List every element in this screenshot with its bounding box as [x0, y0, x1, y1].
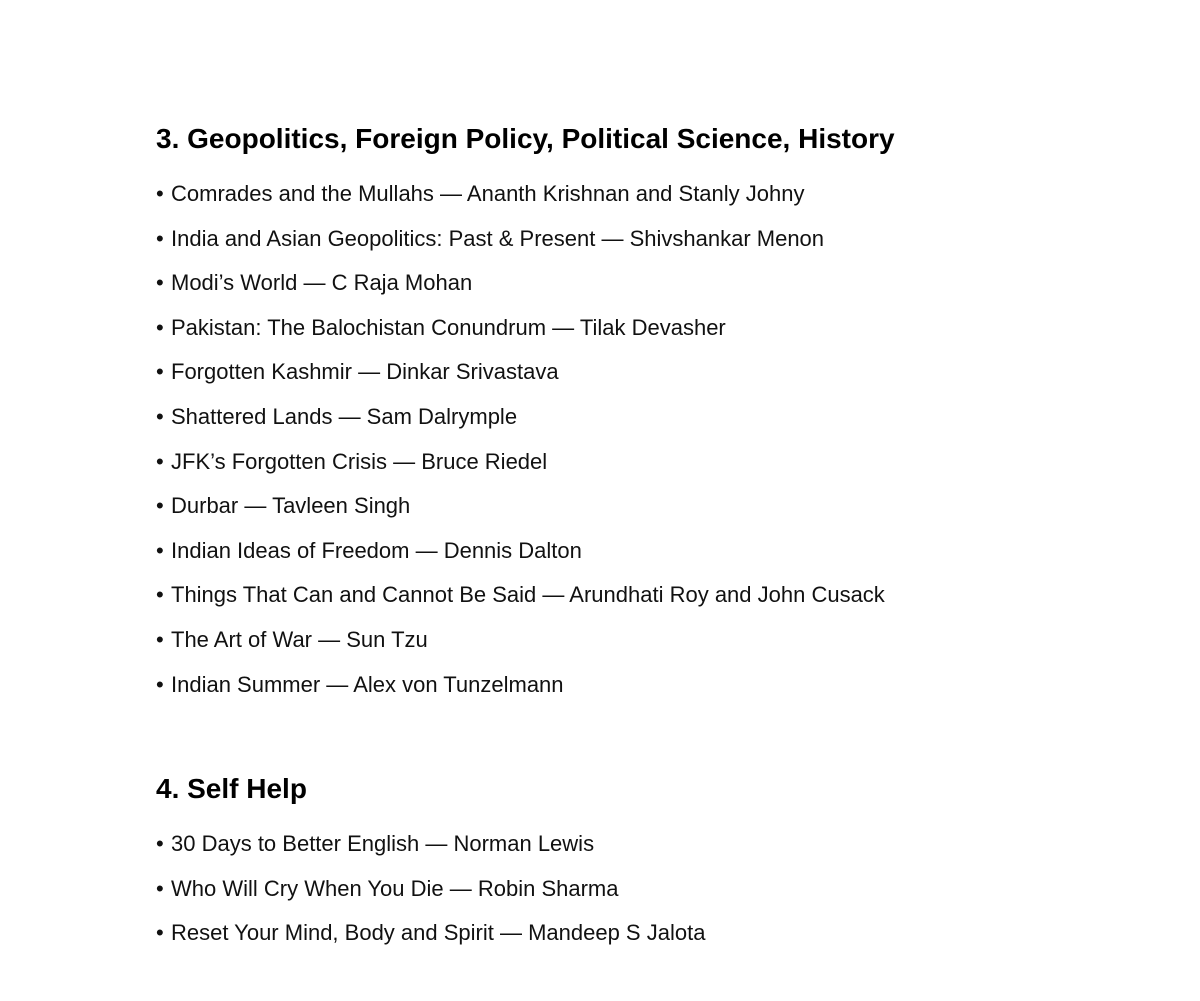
bullet: •	[156, 671, 164, 697]
list-item	[156, 493, 885, 538]
list-item	[156, 315, 885, 360]
list-item	[156, 876, 705, 921]
list-item	[156, 920, 705, 965]
bullet: •	[156, 403, 164, 429]
list-item	[156, 226, 885, 271]
book-entry: Things That Can and Cannot Be Said — Arundhati Roy and John Cusack	[171, 582, 885, 608]
book-entry: Indian Summer — Alex von Tunzelmann	[171, 671, 564, 697]
bullet: •	[156, 359, 164, 385]
bullet: •	[156, 920, 164, 946]
bullet: •	[156, 582, 164, 608]
bullet: •	[156, 448, 164, 474]
bullet: •	[156, 181, 164, 206]
book-entry: Who Will Cry When You Die — Robin Sharma	[171, 875, 619, 901]
list-item	[156, 359, 885, 404]
bullet: •	[156, 270, 164, 296]
list-item	[156, 538, 885, 583]
book-entry: Shattered Lands — Sam Dalrymple	[171, 403, 518, 429]
bullet: •	[156, 225, 164, 251]
list-item	[156, 831, 705, 876]
bullet: •	[156, 493, 164, 519]
book-entry: Indian Ideas of Freedom — Dennis Dalton	[171, 537, 582, 563]
section-heading-geopolitics: 3. Geopolitics, Foreign Policy, Political Science, History	[156, 123, 895, 154]
bullet: •	[156, 831, 164, 856]
list-item	[156, 404, 885, 449]
list-item	[156, 181, 885, 226]
book-entry: The Art of War — Sun Tzu	[171, 626, 428, 652]
list-item	[156, 449, 885, 494]
book-list-self-help	[156, 831, 705, 965]
list-item	[156, 672, 885, 717]
section-heading-self-help: 4. Self Help	[156, 773, 307, 804]
bullet: •	[156, 875, 164, 901]
bullet: •	[156, 314, 164, 340]
book-entry: JFK’s Forgotten Crisis — Bruce Riedel	[171, 448, 548, 474]
book-entry: Modi’s World — C Raja Mohan	[171, 270, 473, 296]
book-entry: Reset Your Mind, Body and Spirit — Mandeep S Jalota	[171, 920, 706, 946]
list-item	[156, 627, 885, 672]
bullet: •	[156, 537, 164, 563]
list-item	[156, 270, 885, 315]
book-entry: Pakistan: The Balochistan Conundrum — Tilak Devasher	[171, 314, 726, 340]
book-entry: Durbar — Tavleen Singh	[171, 493, 411, 519]
book-entry: Forgotten Kashmir — Dinkar Srivastava	[171, 359, 559, 385]
book-entry: India and Asian Geopolitics: Past & Present — Shivshankar Menon	[171, 225, 825, 251]
bullet: •	[156, 626, 164, 652]
book-list-geopolitics	[156, 181, 885, 716]
list-item	[156, 582, 885, 627]
book-entry: Comrades and the Mullahs — Ananth Krishnan and Stanly Johny	[171, 181, 805, 206]
book-entry: 30 Days to Better English — Norman Lewis	[171, 831, 595, 856]
